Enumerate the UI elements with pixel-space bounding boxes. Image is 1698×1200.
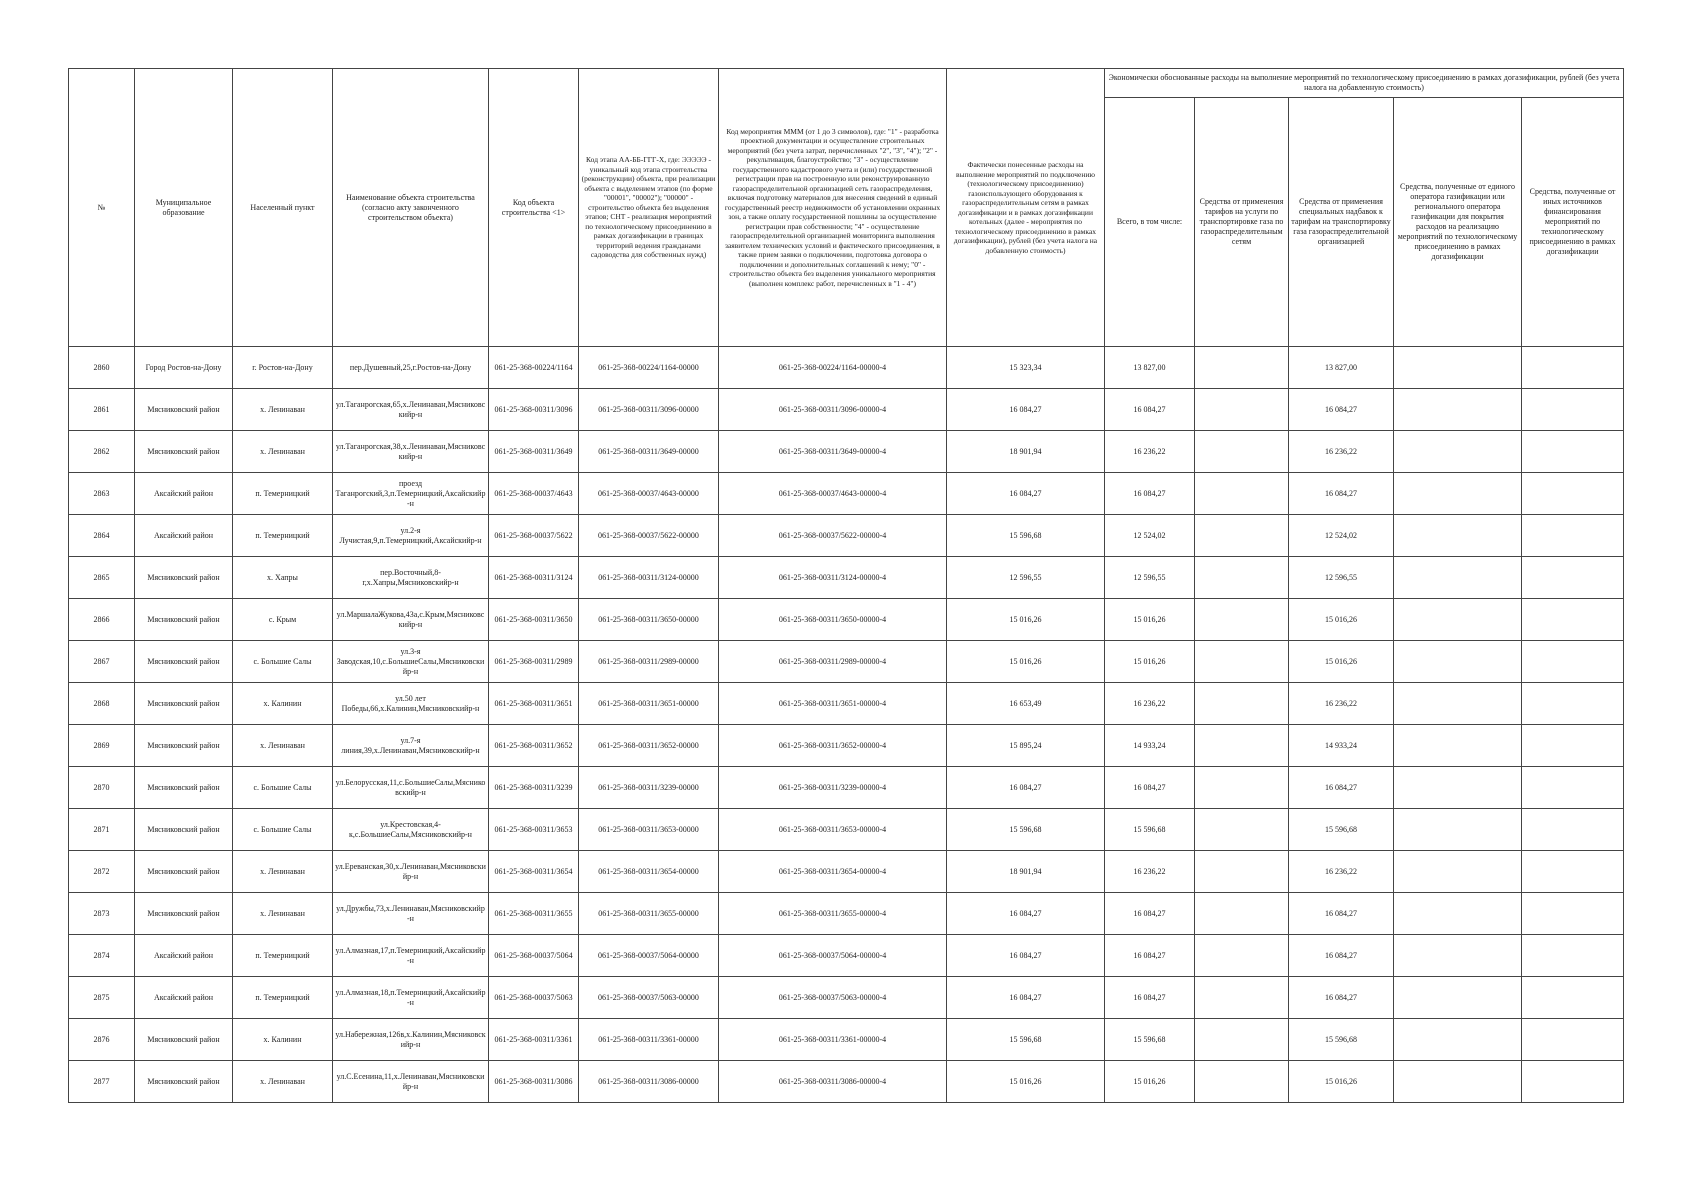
cell-event-code: 061-25-368-00037/5622-00000-4: [719, 515, 947, 557]
header-num: №: [69, 69, 135, 347]
cell-actual-costs: 16 084,27: [947, 473, 1105, 515]
cell-object-name: ул.С.Есенина,11,х.Ленинаван,Мясниковскийр-н: [333, 1061, 489, 1103]
cell-event-code: 061-25-368-00311/3096-00000-4: [719, 389, 947, 431]
cell-operator-funds: [1394, 473, 1522, 515]
cell-object-code: 061-25-368-00311/3096: [489, 389, 579, 431]
cell-operator-funds: [1394, 935, 1522, 977]
header-actual-costs: Фактически понесенные расходы на выполнение мероприятий по подключению (технологическому присоединению) газоиспользующего оборудования к газораспределительным сетям в рамках догазификации и в рамках догазификации котельных (далее - мероприятия по технологическому присоединению в рамках догазификации), рублей (без учета налога на добавленную стоимость): [947, 69, 1105, 347]
cell-operator-funds: [1394, 977, 1522, 1019]
cell-tariff-funds: [1195, 515, 1289, 557]
cell-municipality: Мясниковский район: [135, 725, 233, 767]
cell-municipality: Мясниковский район: [135, 893, 233, 935]
cell-object-name: ул.Белорусская,11,с.БольшиеСалы,Мясниковскийр-н: [333, 767, 489, 809]
cell-event-code: 061-25-368-00224/1164-00000-4: [719, 347, 947, 389]
cell-event-code: 061-25-368-00311/3649-00000-4: [719, 431, 947, 473]
cell-object-name: ул.50 лет Победы,66,х.Калинин,Мясниковскийр-н: [333, 683, 489, 725]
cell-event-code: 061-25-368-00037/4643-00000-4: [719, 473, 947, 515]
table-row: [69, 935, 1624, 977]
cell-stage-code: 061-25-368-00311/3652-00000: [579, 725, 719, 767]
cell-surcharge-funds: 15 016,26: [1289, 641, 1394, 683]
cell-stage-code: 061-25-368-00311/3649-00000: [579, 431, 719, 473]
cell-stage-code: 061-25-368-00311/3086-00000: [579, 1061, 719, 1103]
cell-municipality: Мясниковский район: [135, 599, 233, 641]
cell-other-funds: [1522, 683, 1624, 725]
cell-num: 2862: [69, 431, 135, 473]
cell-object-name: ул.Набережная,126в,х.Калинин,Мясниковскийр-н: [333, 1019, 489, 1061]
cell-operator-funds: [1394, 893, 1522, 935]
cell-other-funds: [1522, 515, 1624, 557]
costs-table: [68, 68, 1624, 1103]
cell-object-name: ул.МаршалаЖукова,43а,с.Крым,Мясниковскийр-н: [333, 599, 489, 641]
cell-surcharge-funds: 16 084,27: [1289, 893, 1394, 935]
cell-settlement: п. Темерницкий: [233, 473, 333, 515]
table-row: [69, 599, 1624, 641]
cell-municipality: Аксайский район: [135, 977, 233, 1019]
cell-event-code: 061-25-368-00037/5064-00000-4: [719, 935, 947, 977]
cell-num: 2871: [69, 809, 135, 851]
cell-other-funds: [1522, 977, 1624, 1019]
cell-settlement: х. Ленинаван: [233, 893, 333, 935]
cell-stage-code: 061-25-368-00311/3239-00000: [579, 767, 719, 809]
cell-municipality: Мясниковский район: [135, 767, 233, 809]
cell-other-funds: [1522, 1019, 1624, 1061]
cell-settlement: х. Ленинаван: [233, 725, 333, 767]
cell-municipality: Мясниковский район: [135, 389, 233, 431]
cell-municipality: Мясниковский район: [135, 851, 233, 893]
cell-surcharge-funds: 12 524,02: [1289, 515, 1394, 557]
header-tariff-funds: Средства от применения тарифов на услуги по транспортировке газа по газораспределительным сетям: [1195, 98, 1289, 347]
cell-operator-funds: [1394, 431, 1522, 473]
cell-num: 2865: [69, 557, 135, 599]
cell-actual-costs: 15 596,68: [947, 1019, 1105, 1061]
cell-object-code: 061-25-368-00311/3653: [489, 809, 579, 851]
cell-object-code: 061-25-368-00311/3652: [489, 725, 579, 767]
cell-object-code: 061-25-368-00224/1164: [489, 347, 579, 389]
cell-actual-costs: 18 901,94: [947, 431, 1105, 473]
cell-other-funds: [1522, 1061, 1624, 1103]
cell-object-name: пер.Восточный,8-г,х.Хапры,Мясниковскийр-н: [333, 557, 489, 599]
cell-total: 15 596,68: [1105, 809, 1195, 851]
cell-operator-funds: [1394, 809, 1522, 851]
cell-actual-costs: 16 084,27: [947, 977, 1105, 1019]
table-body: [69, 347, 1624, 1103]
cell-actual-costs: 15 596,68: [947, 515, 1105, 557]
cell-num: 2867: [69, 641, 135, 683]
cell-settlement: с. Крым: [233, 599, 333, 641]
cell-stage-code: 061-25-368-00311/3096-00000: [579, 389, 719, 431]
cell-actual-costs: 18 901,94: [947, 851, 1105, 893]
cell-operator-funds: [1394, 725, 1522, 767]
cell-other-funds: [1522, 473, 1624, 515]
cell-settlement: г. Ростов-на-Дону: [233, 347, 333, 389]
header-surcharge-funds: Средства от применения специальных надбавок к тарифам на транспортировку газа газораспределительной организацией: [1289, 98, 1394, 347]
cell-event-code: 061-25-368-00311/3652-00000-4: [719, 725, 947, 767]
cell-settlement: х. Хапры: [233, 557, 333, 599]
cell-tariff-funds: [1195, 683, 1289, 725]
cell-tariff-funds: [1195, 851, 1289, 893]
table-row: [69, 515, 1624, 557]
cell-other-funds: [1522, 725, 1624, 767]
cell-stage-code: 061-25-368-00311/3124-00000: [579, 557, 719, 599]
table-row: [69, 473, 1624, 515]
table-header: [69, 69, 1624, 347]
cell-settlement: х. Ленинаван: [233, 1061, 333, 1103]
cell-num: 2860: [69, 347, 135, 389]
cell-other-funds: [1522, 809, 1624, 851]
cell-object-name: проезд Таганрогский,3,п.Темерницкий,Аксайскийр-н: [333, 473, 489, 515]
cell-operator-funds: [1394, 557, 1522, 599]
cell-num: 2861: [69, 389, 135, 431]
cell-num: 2872: [69, 851, 135, 893]
document-sheet: [68, 68, 1623, 1103]
cell-object-name: ул.Алмазная,18,п.Темерницкий,Аксайскийр-н: [333, 977, 489, 1019]
cell-surcharge-funds: 16 236,22: [1289, 431, 1394, 473]
cell-object-code: 061-25-368-00037/5064: [489, 935, 579, 977]
cell-stage-code: 061-25-368-00311/3361-00000: [579, 1019, 719, 1061]
header-other-funds: Средства, полученные от иных источников финансирования мероприятий по технологическому присоединению в рамках догазификации: [1522, 98, 1624, 347]
cell-stage-code: 061-25-368-00311/3650-00000: [579, 599, 719, 641]
cell-settlement: с. Большие Салы: [233, 809, 333, 851]
cell-num: 2869: [69, 725, 135, 767]
cell-tariff-funds: [1195, 893, 1289, 935]
table-row: [69, 557, 1624, 599]
cell-object-name: ул.Таганрогская,65,х.Ленинаван,Мясниковскийр-н: [333, 389, 489, 431]
cell-event-code: 061-25-368-00311/3653-00000-4: [719, 809, 947, 851]
cell-other-funds: [1522, 767, 1624, 809]
cell-total: 15 016,26: [1105, 1061, 1195, 1103]
cell-num: 2873: [69, 893, 135, 935]
header-event-code: Код мероприятия МММ (от 1 до 3 символов), где: "1" - разработка проектной документации и осуществление строительных мероприятий (без учета затрат, перечисленных "2", "3", "4"); "2" - рекультивация, благоустройство; "3" - осуществление государственного кадастрового учета и (или) государственной регистрации прав на построенную или реконструированную газораспределительной организацией сеть газораспределения, включая подготовку материалов для внесения сведений в единый государственный реестр недвижимости об установлении охранных зон, а также оплату государственной пошлины за осуществление регистрации прав собственности; "4" - осуществление газораспределительной организацией мониторинга выполнения заявителем технических условий и фактического присоединения, в также прием заявки о подключении, подготовка договора о подключении и дополнительных соглашений к нему; "0" - строительство объекта без выделения уникального мероприятия (выполнен комплекс работ, перечисленных в "1 - 4"): [719, 69, 947, 347]
cell-tariff-funds: [1195, 809, 1289, 851]
cell-object-name: ул.Таганрогская,38,х.Ленинаван,Мясниковскийр-н: [333, 431, 489, 473]
cell-actual-costs: 15 596,68: [947, 809, 1105, 851]
cell-object-code: 061-25-368-00311/3649: [489, 431, 579, 473]
table-row: [69, 977, 1624, 1019]
cell-other-funds: [1522, 851, 1624, 893]
table-row: [69, 389, 1624, 431]
cell-object-name: ул.Дружбы,73,х.Ленинаван,Мясниковскийр-н: [333, 893, 489, 935]
cell-operator-funds: [1394, 515, 1522, 557]
cell-surcharge-funds: 16 236,22: [1289, 851, 1394, 893]
cell-object-code: 061-25-368-00311/3086: [489, 1061, 579, 1103]
cell-surcharge-funds: 15 016,26: [1289, 599, 1394, 641]
cell-municipality: Мясниковский район: [135, 1019, 233, 1061]
cell-settlement: п. Темерницкий: [233, 977, 333, 1019]
cell-total: 14 933,24: [1105, 725, 1195, 767]
cell-object-code: 061-25-368-00311/3651: [489, 683, 579, 725]
cell-municipality: Мясниковский район: [135, 809, 233, 851]
cell-total: 15 016,26: [1105, 599, 1195, 641]
cell-surcharge-funds: 16 084,27: [1289, 473, 1394, 515]
cell-num: 2863: [69, 473, 135, 515]
cell-operator-funds: [1394, 767, 1522, 809]
cell-object-code: 061-25-368-00037/5063: [489, 977, 579, 1019]
cell-tariff-funds: [1195, 977, 1289, 1019]
cell-event-code: 061-25-368-00037/5063-00000-4: [719, 977, 947, 1019]
cell-object-code: 061-25-368-00311/3124: [489, 557, 579, 599]
cell-actual-costs: 16 084,27: [947, 935, 1105, 977]
header-operator-funds: Средства, полученные от единого оператора газификации или регионального оператора газификации для покрытия расходов на реализацию мероприятий по технологическому присоединению в рамках догазификации: [1394, 98, 1522, 347]
cell-event-code: 061-25-368-00311/3361-00000-4: [719, 1019, 947, 1061]
cell-other-funds: [1522, 641, 1624, 683]
cell-surcharge-funds: 16 084,27: [1289, 389, 1394, 431]
cell-operator-funds: [1394, 599, 1522, 641]
cell-total: 16 236,22: [1105, 851, 1195, 893]
cell-other-funds: [1522, 893, 1624, 935]
cell-total: 16 084,27: [1105, 935, 1195, 977]
cell-object-code: 061-25-368-00311/2989: [489, 641, 579, 683]
cell-municipality: Мясниковский район: [135, 641, 233, 683]
cell-surcharge-funds: 16 084,27: [1289, 977, 1394, 1019]
table-row: [69, 851, 1624, 893]
table-row: [69, 683, 1624, 725]
cell-stage-code: 061-25-368-00037/5063-00000: [579, 977, 719, 1019]
cell-stage-code: 061-25-368-00224/1164-00000: [579, 347, 719, 389]
cell-tariff-funds: [1195, 641, 1289, 683]
cell-tariff-funds: [1195, 1019, 1289, 1061]
cell-stage-code: 061-25-368-00311/3655-00000: [579, 893, 719, 935]
cell-surcharge-funds: 16 084,27: [1289, 767, 1394, 809]
cell-total: 16 236,22: [1105, 431, 1195, 473]
table-row: [69, 809, 1624, 851]
cell-object-code: 061-25-368-00311/3239: [489, 767, 579, 809]
header-municipality: Муниципальное образование: [135, 69, 233, 347]
cell-actual-costs: 12 596,55: [947, 557, 1105, 599]
cell-actual-costs: 15 016,26: [947, 641, 1105, 683]
cell-event-code: 061-25-368-00311/3124-00000-4: [719, 557, 947, 599]
cell-stage-code: 061-25-368-00037/5622-00000: [579, 515, 719, 557]
cell-tariff-funds: [1195, 767, 1289, 809]
cell-other-funds: [1522, 935, 1624, 977]
cell-tariff-funds: [1195, 431, 1289, 473]
table-row: [69, 1061, 1624, 1103]
cell-actual-costs: 16 084,27: [947, 767, 1105, 809]
cell-actual-costs: 15 016,26: [947, 1061, 1105, 1103]
cell-municipality: Город Ростов-на-Дону: [135, 347, 233, 389]
header-object-code: Код объекта строительства <1>: [489, 69, 579, 347]
cell-num: 2877: [69, 1061, 135, 1103]
cell-tariff-funds: [1195, 599, 1289, 641]
cell-settlement: х. Калинин: [233, 1019, 333, 1061]
cell-municipality: Аксайский район: [135, 473, 233, 515]
cell-operator-funds: [1394, 1061, 1522, 1103]
cell-other-funds: [1522, 431, 1624, 473]
cell-stage-code: 061-25-368-00311/2989-00000: [579, 641, 719, 683]
cell-total: 15 596,68: [1105, 1019, 1195, 1061]
cell-event-code: 061-25-368-00311/3651-00000-4: [719, 683, 947, 725]
cell-stage-code: 061-25-368-00311/3651-00000: [579, 683, 719, 725]
cell-operator-funds: [1394, 641, 1522, 683]
cell-event-code: 061-25-368-00311/3086-00000-4: [719, 1061, 947, 1103]
cell-surcharge-funds: 12 596,55: [1289, 557, 1394, 599]
cell-actual-costs: 15 323,34: [947, 347, 1105, 389]
cell-municipality: Мясниковский район: [135, 431, 233, 473]
cell-total: 16 084,27: [1105, 473, 1195, 515]
cell-object-name: ул.2-я Лучистая,9,п.Темерницкий,Аксайскийр-н: [333, 515, 489, 557]
cell-tariff-funds: [1195, 935, 1289, 977]
cell-actual-costs: 15 895,24: [947, 725, 1105, 767]
table-row: [69, 1019, 1624, 1061]
cell-surcharge-funds: 15 596,68: [1289, 809, 1394, 851]
cell-total: 16 084,27: [1105, 977, 1195, 1019]
cell-surcharge-funds: 16 236,22: [1289, 683, 1394, 725]
cell-tariff-funds: [1195, 725, 1289, 767]
cell-actual-costs: 15 016,26: [947, 599, 1105, 641]
cell-num: 2868: [69, 683, 135, 725]
cell-operator-funds: [1394, 347, 1522, 389]
cell-num: 2870: [69, 767, 135, 809]
cell-object-name: ул.3-я Заводская,10,с.БольшиеСалы,Мясниковскийр-н: [333, 641, 489, 683]
cell-object-name: ул.Ереванская,30,х.Ленинаван,Мясниковскийр-н: [333, 851, 489, 893]
cell-tariff-funds: [1195, 1061, 1289, 1103]
header-group-economic-costs: Экономически обоснованные расходы на выполнение мероприятий по технологическому присоединению в рамках догазификации, рублей (без учета налога на добавленную стоимость): [1105, 69, 1624, 98]
cell-stage-code: 061-25-368-00311/3654-00000: [579, 851, 719, 893]
cell-total: 15 016,26: [1105, 641, 1195, 683]
cell-object-code: 061-25-368-00037/4643: [489, 473, 579, 515]
cell-surcharge-funds: 16 084,27: [1289, 935, 1394, 977]
cell-surcharge-funds: 13 827,00: [1289, 347, 1394, 389]
header-settlement: Населенный пункт: [233, 69, 333, 347]
cell-settlement: с. Большие Салы: [233, 641, 333, 683]
cell-surcharge-funds: 15 016,26: [1289, 1061, 1394, 1103]
cell-total: 16 084,27: [1105, 893, 1195, 935]
cell-object-code: 061-25-368-00311/3650: [489, 599, 579, 641]
table-row: [69, 725, 1624, 767]
table-row: [69, 431, 1624, 473]
cell-other-funds: [1522, 347, 1624, 389]
cell-operator-funds: [1394, 683, 1522, 725]
cell-settlement: х. Калинин: [233, 683, 333, 725]
cell-stage-code: 061-25-368-00311/3653-00000: [579, 809, 719, 851]
table-row: [69, 347, 1624, 389]
header-stage-code: Код этапа АА-ББ-ГГГ-Х, где: ЭЭЭЭЭ - уникальный код этапа строительства (реконструкции) объекта, при реализации объекта с выделением этапов (по форме "00001", "00002"); "00000" - строительство объекта без выделения этапов; СНТ - реализация мероприятий по технологическому присоединению в рамках догазификации в границах территорий ведения гражданами садоводства для собственных нужд): [579, 69, 719, 347]
cell-tariff-funds: [1195, 473, 1289, 515]
cell-settlement: х. Ленинаван: [233, 389, 333, 431]
header-total: Всего, в том числе:: [1105, 98, 1195, 347]
cell-settlement: п. Темерницкий: [233, 935, 333, 977]
cell-stage-code: 061-25-368-00037/5064-00000: [579, 935, 719, 977]
cell-settlement: х. Ленинаван: [233, 851, 333, 893]
cell-object-code: 061-25-368-00311/3655: [489, 893, 579, 935]
cell-actual-costs: 16 084,27: [947, 389, 1105, 431]
cell-num: 2866: [69, 599, 135, 641]
cell-total: 13 827,00: [1105, 347, 1195, 389]
cell-municipality: Мясниковский район: [135, 1061, 233, 1103]
cell-tariff-funds: [1195, 389, 1289, 431]
cell-num: 2875: [69, 977, 135, 1019]
cell-object-name: ул.7-я линия,39,х.Ленинаван,Мясниковскийр-н: [333, 725, 489, 767]
cell-total: 16 236,22: [1105, 683, 1195, 725]
cell-tariff-funds: [1195, 347, 1289, 389]
cell-municipality: Аксайский район: [135, 935, 233, 977]
cell-event-code: 061-25-368-00311/3654-00000-4: [719, 851, 947, 893]
cell-surcharge-funds: 15 596,68: [1289, 1019, 1394, 1061]
cell-operator-funds: [1394, 851, 1522, 893]
cell-object-code: 061-25-368-00311/3654: [489, 851, 579, 893]
cell-num: 2876: [69, 1019, 135, 1061]
header-object-name: Наименование объекта строительства (согласно акту законченного строительством объекта): [333, 69, 489, 347]
cell-actual-costs: 16 653,49: [947, 683, 1105, 725]
table-row: [69, 893, 1624, 935]
cell-municipality: Мясниковский район: [135, 557, 233, 599]
table-row: [69, 641, 1624, 683]
cell-num: 2864: [69, 515, 135, 557]
cell-settlement: с. Большие Салы: [233, 767, 333, 809]
cell-operator-funds: [1394, 389, 1522, 431]
cell-object-name: ул.Алмазная,17,п.Темерницкий,Аксайскийр-н: [333, 935, 489, 977]
cell-event-code: 061-25-368-00311/2989-00000-4: [719, 641, 947, 683]
cell-municipality: Аксайский район: [135, 515, 233, 557]
cell-object-name: ул.Крестовская,4-к,с.БольшиеСалы,Мясниковскийр-н: [333, 809, 489, 851]
table-row: [69, 767, 1624, 809]
cell-event-code: 061-25-368-00311/3239-00000-4: [719, 767, 947, 809]
cell-total: 16 084,27: [1105, 767, 1195, 809]
cell-municipality: Мясниковский район: [135, 683, 233, 725]
cell-other-funds: [1522, 389, 1624, 431]
cell-settlement: х. Ленинаван: [233, 431, 333, 473]
cell-surcharge-funds: 14 933,24: [1289, 725, 1394, 767]
cell-total: 12 596,55: [1105, 557, 1195, 599]
cell-operator-funds: [1394, 1019, 1522, 1061]
cell-total: 16 084,27: [1105, 389, 1195, 431]
cell-other-funds: [1522, 599, 1624, 641]
cell-tariff-funds: [1195, 557, 1289, 599]
cell-event-code: 061-25-368-00311/3655-00000-4: [719, 893, 947, 935]
cell-object-name: пер.Душевный,25,г.Ростов-на-Дону: [333, 347, 489, 389]
cell-object-code: 061-25-368-00311/3361: [489, 1019, 579, 1061]
cell-event-code: 061-25-368-00311/3650-00000-4: [719, 599, 947, 641]
cell-total: 12 524,02: [1105, 515, 1195, 557]
cell-actual-costs: 16 084,27: [947, 893, 1105, 935]
cell-object-code: 061-25-368-00037/5622: [489, 515, 579, 557]
cell-settlement: п. Темерницкий: [233, 515, 333, 557]
cell-stage-code: 061-25-368-00037/4643-00000: [579, 473, 719, 515]
cell-other-funds: [1522, 557, 1624, 599]
cell-num: 2874: [69, 935, 135, 977]
